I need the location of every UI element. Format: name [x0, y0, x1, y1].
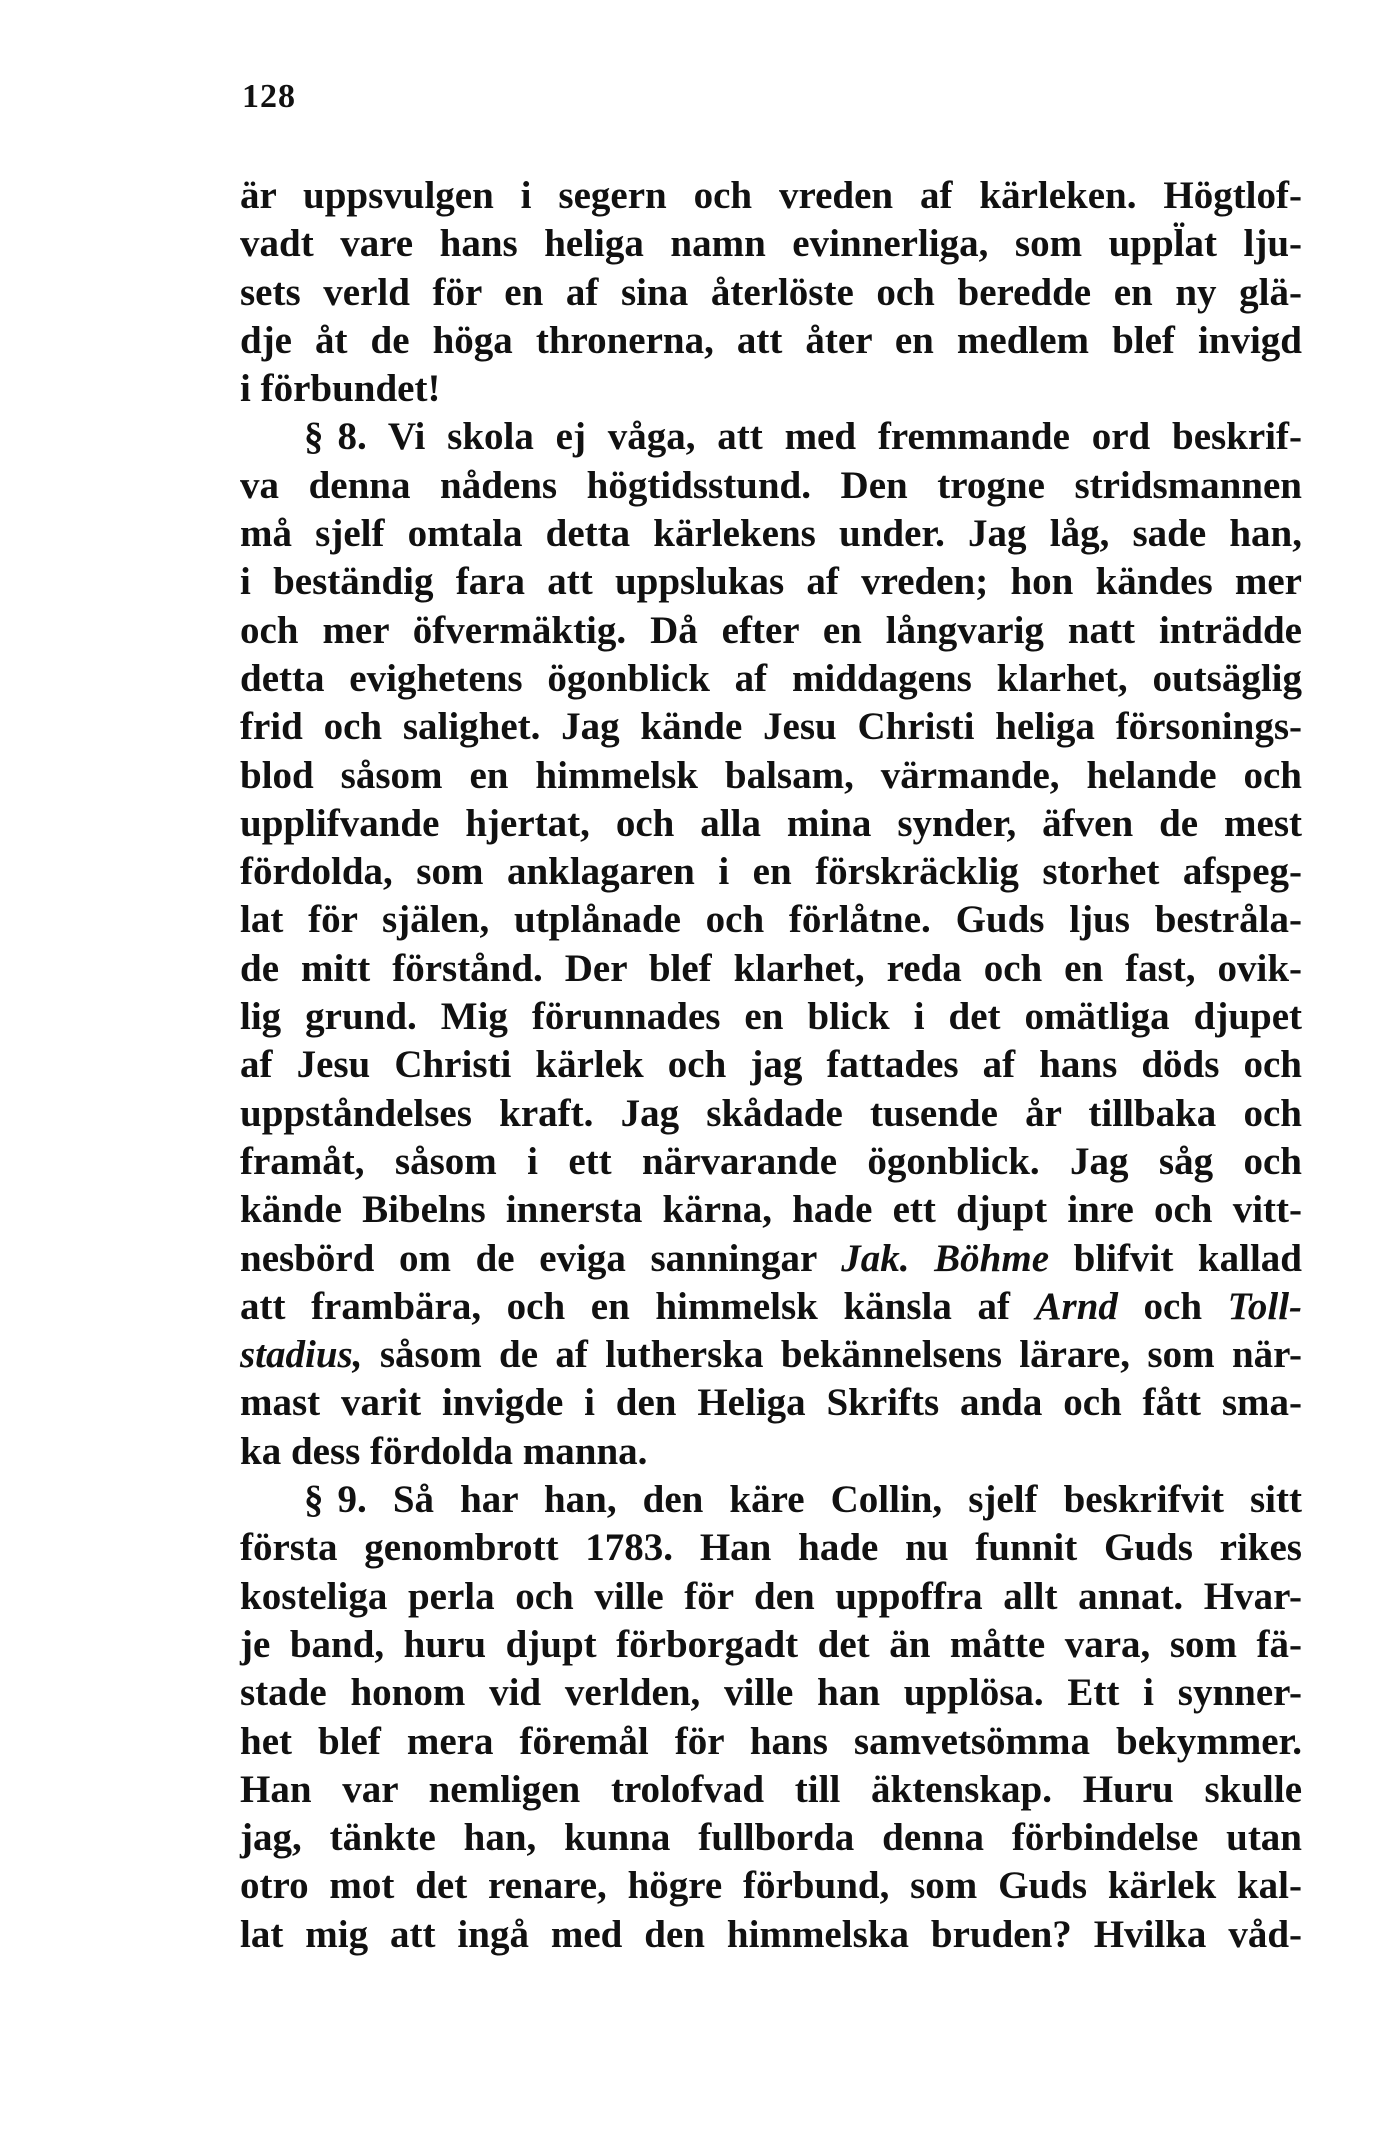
text-line: kände Bibelns innersta kärna, hade ett djupt inre och vitt- [240, 1188, 1302, 1232]
text-line-jak-bohme [240, 1235, 1302, 1283]
text-line: sets verld för en af sina återlöste och beredde en ny glä- [240, 270, 1302, 314]
text-line: Han var nemligen trolofvad till äktenskap. Huru skulle [240, 1767, 1302, 1811]
text-line: är uppsvulgen i segern och vreden af kärleken. Högtlof- [240, 174, 1302, 217]
section-mark: § [304, 415, 324, 459]
section-8-first-line: 8. Vi skola ej våga, att med fremmande ord beskrif- [337, 415, 1302, 459]
text-line: lat mig att ingå med den himmelska bruden? Hvilka våd- [240, 1912, 1302, 1956]
text-line: jag, tänkte han, kunna fullborda denna förbindelse utan [240, 1816, 1302, 1860]
section-8-heading-line [240, 413, 1302, 461]
text-line: kosteliga perla och ville för den uppoffra allt annat. Hvar- [240, 1574, 1302, 1618]
text-line-arnd [240, 1283, 1302, 1331]
text-line: vadt vare hans heliga namn evinnerliga, som uppl̈at lju- [240, 222, 1302, 266]
text-line: och mer öfvermäktig. Då efter en långvarig natt inträdde [240, 608, 1302, 652]
text-line: mast varit invigde i den Heliga Skrifts anda och fått sma- [240, 1381, 1302, 1425]
italic-name: stadius, [240, 1333, 363, 1377]
text-line: lig grund. Mig förunnades en blick i det omätliga djupet [240, 995, 1302, 1039]
text-line: dje åt de höga thronerna, att åter en medlem blef invigd [240, 318, 1302, 362]
text-line: blod såsom en himmelsk balsam, värmande, helande och [240, 753, 1302, 797]
text-segment: såsom de af lutherska bekännelsens lärare, som när- [362, 1333, 1302, 1377]
text-line: detta evighetens ögonblick af middagens klarhet, outsäglig [240, 656, 1302, 700]
italic-name: Arnd [1035, 1284, 1118, 1328]
text-line: je band, huru djupt förborgadt det än måtte vara, som fä- [240, 1622, 1302, 1666]
text-line-tollstadius [240, 1331, 1302, 1379]
text-segment: att frambära, och en himmelsk känsla af [240, 1284, 1036, 1328]
italic-name: Jak. Böhme [841, 1236, 1050, 1280]
text-segment: och [1117, 1284, 1228, 1328]
text-line: uppståndelses kraft. Jag skådade tusende år tillbaka och [240, 1091, 1302, 1135]
text-line: framåt, såsom i ett närvarande ögonblick. Jag såg och [240, 1139, 1302, 1183]
text-line: i förbundet! [240, 367, 441, 411]
text-segment: nesbörd om de eviga sanningar [240, 1236, 842, 1280]
text-segment: blifvit kallad [1049, 1236, 1302, 1280]
text-line: va denna nådens högtidsstund. Den trogne stridsmannen [240, 463, 1302, 507]
text-line: lat för själen, utplånade och förlåtne. Guds ljus bestråla- [240, 898, 1302, 942]
italic-name: Toll- [1227, 1284, 1303, 1328]
text-line: af Jesu Christi kärlek och jag fattades af hans döds och [240, 1043, 1302, 1087]
text-line: i beständig fara att uppslukas af vreden; hon kändes mer [240, 560, 1302, 604]
text-line: ka dess fördolda manna. [240, 1429, 648, 1473]
text-line: må sjelf omtala detta kärlekens under. Jag låg, sade han, [240, 512, 1302, 556]
text-line: stade honom vid verlden, ville han upplösa. Ett i synner- [240, 1671, 1302, 1715]
text-line: de mitt förstånd. Der blef klarhet, reda och en fast, ovik- [240, 946, 1302, 990]
text-line: upplifvande hjertat, och alla mina synder, äfven de mest [240, 801, 1302, 845]
text-line: fördolda, som anklagaren i en förskräcklig storhet afspeg- [240, 850, 1302, 894]
text-line: het blef mera föremål för hans samvetsömma bekymmer. [240, 1719, 1302, 1763]
page-number: 128 [242, 78, 296, 115]
section-9-first-line: 9. Så har han, den käre Collin, sjelf beskrifvit sitt [337, 1478, 1302, 1522]
body-text [240, 172, 1302, 1959]
text-line: första genombrott 1783. Han hade nu funnit Guds rikes [240, 1526, 1302, 1570]
section-mark: § [304, 1478, 324, 1522]
text-line: frid och salighet. Jag kände Jesu Christi heliga försonings- [240, 705, 1302, 749]
text-line: otro mot det renare, högre förbund, som Guds kärlek kal- [240, 1864, 1302, 1908]
section-9-heading-line [240, 1476, 1302, 1524]
